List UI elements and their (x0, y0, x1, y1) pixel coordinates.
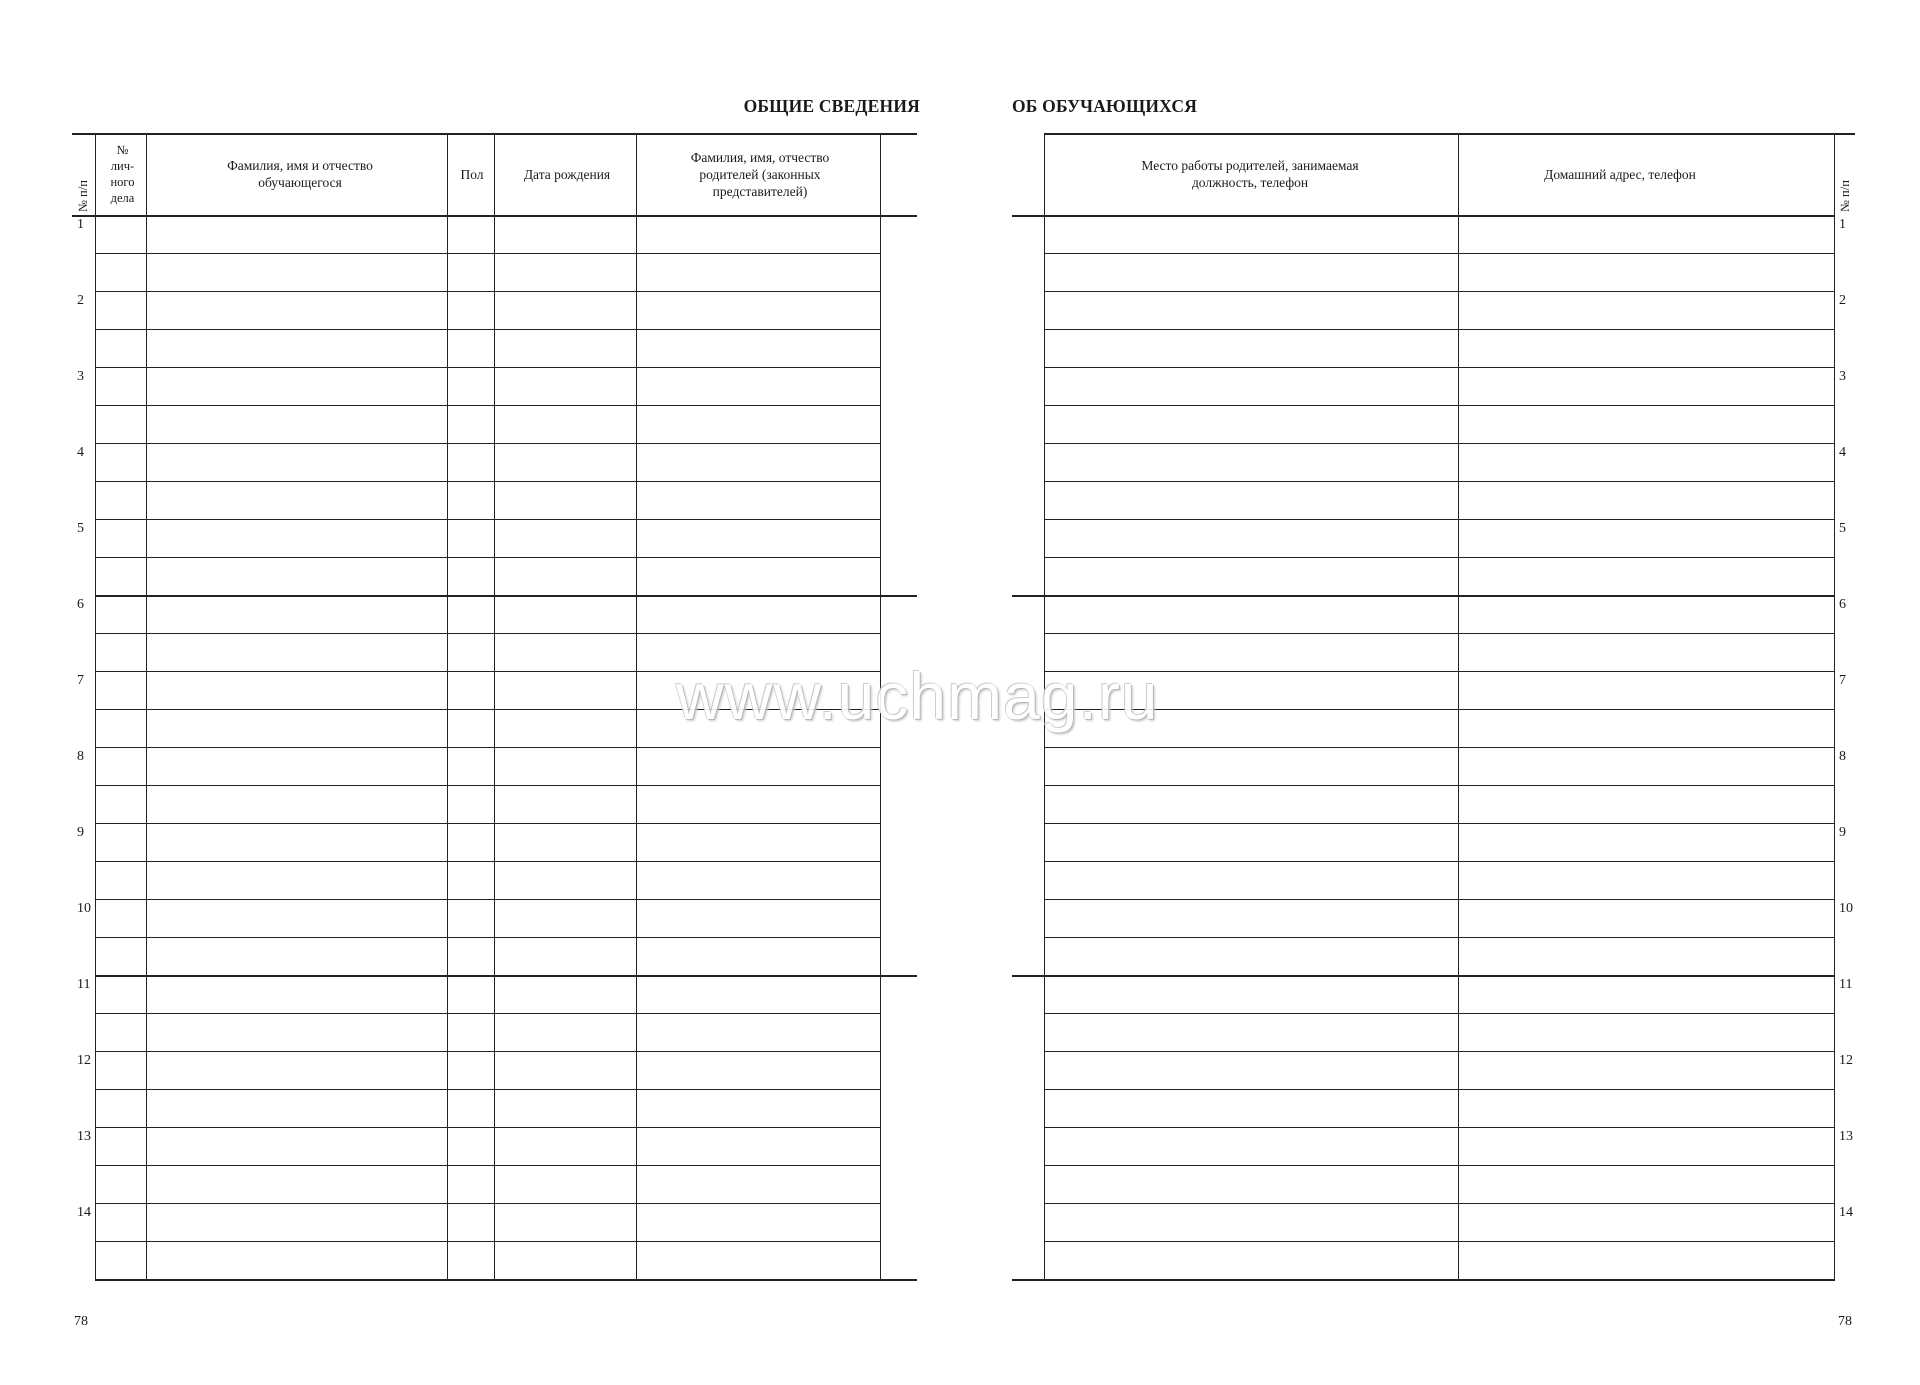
right-row-number: 9 (1839, 825, 1846, 840)
right-row-line (1044, 253, 1835, 254)
left-row-number: 11 (77, 977, 91, 992)
right-row-line (1044, 291, 1835, 292)
left-row-number: 8 (77, 749, 84, 764)
header-home-address: Домашний адрес, телефон (1544, 166, 1696, 182)
right-block-separator (1012, 595, 1835, 597)
header-row-number: № п/п (76, 180, 90, 212)
right-row-line (1044, 557, 1835, 558)
right-row-number: 14 (1839, 1205, 1853, 1220)
right-page-number: 78 (1838, 1314, 1852, 1329)
right-row-line (1044, 1051, 1835, 1052)
right-row-line (1044, 747, 1835, 748)
left-row-number: 12 (77, 1053, 91, 1068)
right-row-line (1044, 785, 1835, 786)
right-row-number: 10 (1839, 901, 1853, 916)
right-row-number: 3 (1839, 369, 1846, 384)
right-row-line (1044, 861, 1835, 862)
right-row-line (1044, 671, 1835, 672)
right-row-line (1044, 443, 1835, 444)
right-row-line (1044, 405, 1835, 406)
right-row-line (1044, 1165, 1835, 1166)
right-row-line (1044, 633, 1835, 634)
right-row-line (1044, 1127, 1835, 1128)
left-row-number: 1 (77, 217, 84, 232)
left-row-number: 7 (77, 673, 84, 688)
header-parents-name: Фамилия, имя, отчество родителей (законных представителей) (690, 149, 830, 199)
right-row-line (1044, 481, 1835, 482)
left-row-number: 13 (77, 1129, 91, 1144)
right-row-line (1044, 1241, 1835, 1242)
right-row-line (1044, 367, 1835, 368)
header-parents-work: Место работы родителей, занимаемая должность, телефон (1141, 158, 1359, 190)
header-personal-file-number-text: № лич- ного дела (110, 143, 135, 205)
right-row-number: 5 (1839, 521, 1846, 536)
left-row-number: 14 (77, 1205, 91, 1220)
left-row-number: 5 (77, 521, 84, 536)
right-row-line (1044, 519, 1835, 520)
header-full-name: Фамилия, имя и отчество обучающегося (227, 158, 373, 190)
right-table-top-border (1044, 133, 1855, 135)
left-row-number: 10 (77, 901, 91, 916)
left-page-title: ОБЩИЕ СВЕДЕНИЯ (743, 96, 920, 116)
right-row-number: 8 (1839, 749, 1846, 764)
right-row-number: 6 (1839, 597, 1846, 612)
right-column-line (1834, 133, 1835, 1279)
right-row-line (1044, 709, 1835, 710)
left-row-number: 2 (77, 293, 84, 308)
left-row-number: 9 (77, 825, 84, 840)
header-row-number-right: № п/п (1838, 180, 1852, 212)
left-row-number: 4 (77, 445, 84, 460)
right-row-number: 7 (1839, 673, 1846, 688)
left-row-number: 6 (77, 597, 84, 612)
right-row-number: 13 (1839, 1129, 1853, 1144)
right-row-line (1044, 937, 1835, 938)
right-row-line (1044, 1013, 1835, 1014)
right-header-bottom-border (1012, 215, 1835, 217)
right-block-separator (1012, 975, 1835, 977)
left-page-number: 78 (74, 1314, 88, 1329)
right-column-line (1458, 133, 1459, 1279)
header-birth-date: Дата рождения (523, 166, 611, 182)
right-row-line (1044, 823, 1835, 824)
right-row-line (1044, 1203, 1835, 1204)
right-table-bottom-border (1012, 1279, 1835, 1281)
right-row-number: 2 (1839, 293, 1846, 308)
watermark: www.uchmag.ru (676, 659, 1159, 733)
right-row-number: 4 (1839, 445, 1846, 460)
right-row-number: 12 (1839, 1053, 1853, 1068)
right-row-number: 1 (1839, 217, 1846, 232)
right-row-line (1044, 1089, 1835, 1090)
right-page-title: ОБ ОБУЧАЮЩИХСЯ (1012, 96, 1198, 116)
right-row-line (1044, 899, 1835, 900)
right-row-line (1044, 329, 1835, 330)
header-gender: Пол (460, 166, 484, 182)
left-row-number: 3 (77, 369, 84, 384)
right-row-number: 11 (1839, 977, 1853, 992)
